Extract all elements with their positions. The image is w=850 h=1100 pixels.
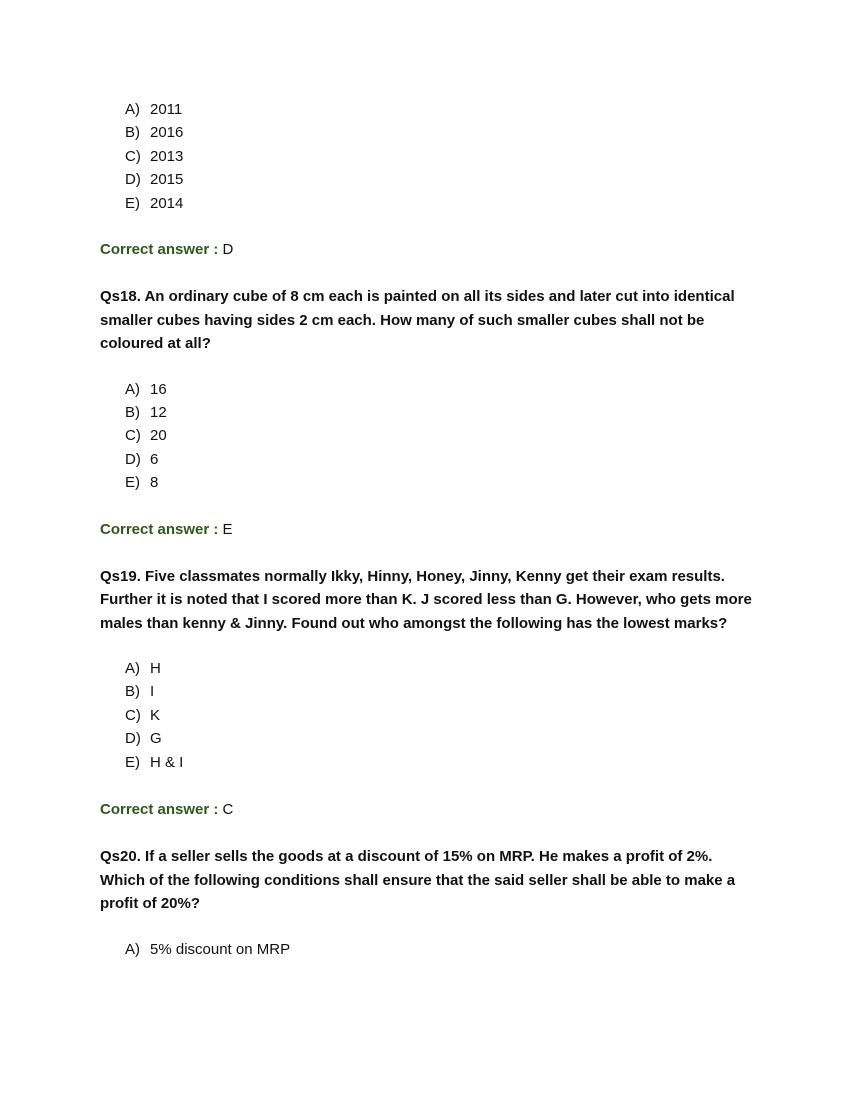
option-value: 16 [150, 380, 167, 398]
option-item [125, 401, 725, 424]
option-letter: D) [125, 450, 141, 468]
q18-options [125, 378, 725, 495]
option-letter: B) [125, 403, 140, 421]
option-value: G [150, 730, 162, 748]
option-letter: A) [125, 660, 140, 678]
option-letter: B) [125, 124, 140, 142]
q19-question: Qs19. Five classmates normally Ikky, Hinny, Honey, Jinny, Kenny get their exam results. Further it is noted that I scored more than K. J scored less than G. However, who gets more males than kenny & Jinny. Found out who amongst the following has the lowest marks? [100, 567, 752, 632]
option-letter: E) [125, 753, 140, 771]
option-item [125, 448, 725, 471]
option-value: 20 [150, 427, 167, 445]
q19-options [125, 657, 725, 774]
option-item [125, 424, 725, 447]
option-item [125, 938, 725, 961]
option-value: 5% discount on MRP [150, 940, 291, 958]
option-value: 6 [150, 450, 159, 468]
option-letter: A) [125, 101, 140, 118]
option-value: 2013 [150, 147, 184, 165]
option-value: 2016 [150, 124, 184, 142]
option-letter: A) [125, 380, 140, 398]
option-value: 8 [150, 474, 159, 492]
option-item [125, 727, 725, 750]
option-letter: B) [125, 683, 140, 701]
option-value: H [150, 660, 161, 678]
option-item [125, 471, 725, 494]
q18-question: Qs18. An ordinary cube of 8 cm each is painted on all its sides and later cut into identical smaller cubes having sides 2 cm each. How many of such smaller cubes shall not be coloured at all? [100, 288, 735, 353]
option-item [125, 192, 725, 215]
q17-options [125, 98, 725, 215]
option-value: H & I [150, 753, 184, 771]
option-value: 2015 [150, 171, 184, 189]
option-item [125, 657, 725, 680]
q20-question: Qs20. If a seller sells the goods at a discount of 15% on MRP. He makes a profit of 2%. Which of the following conditions shall ensure that the said seller shall be able to make a profit of 20%? [100, 848, 736, 913]
option-letter: D) [125, 171, 141, 189]
option-item [125, 121, 725, 144]
option-value: 2014 [150, 194, 184, 212]
option-letter: C) [125, 706, 141, 724]
option-letter: D) [125, 730, 141, 748]
option-value: 2011 [150, 101, 183, 118]
q18-correct-answer: Correct answer : E [100, 520, 233, 538]
option-value: I [150, 683, 155, 701]
option-item [125, 378, 725, 401]
option-value: K [150, 706, 161, 724]
option-item [125, 168, 725, 191]
option-item [125, 704, 725, 727]
q19-correct-answer: Correct answer : C [100, 801, 234, 819]
option-item [125, 98, 725, 121]
option-value: 12 [150, 403, 167, 421]
option-letter: C) [125, 427, 141, 445]
option-letter: A) [125, 940, 140, 958]
option-item [125, 751, 725, 774]
option-letter: E) [125, 194, 140, 212]
q17-correct-answer: Correct answer : D [100, 241, 234, 259]
option-item [125, 680, 725, 703]
option-item [125, 145, 725, 168]
q20-options [125, 938, 725, 961]
option-letter: C) [125, 147, 141, 165]
option-letter: E) [125, 474, 140, 492]
